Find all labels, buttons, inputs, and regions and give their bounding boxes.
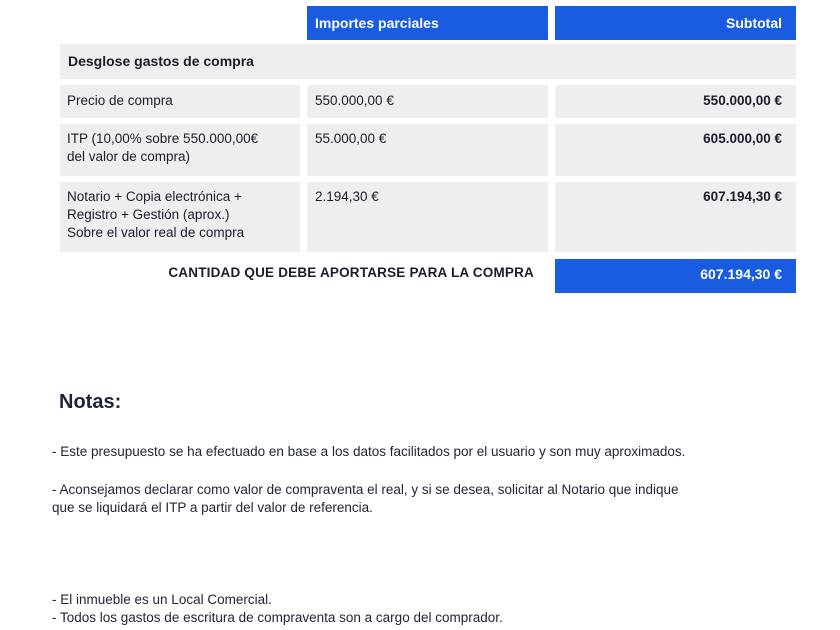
note-line: - El inmueble es un Local Comercial.	[52, 592, 272, 607]
row-subtotal: 550.000,00 €	[555, 85, 796, 118]
note-line: que se liquidará el ITP a partir del valor de referencia.	[52, 500, 373, 515]
note-item	[52, 609, 822, 627]
row-concept-line: Precio de compra	[67, 93, 173, 108]
total-value: 607.194,30 €	[555, 259, 796, 293]
note-line: - Todos los gastos de escritura de compraventa son a cargo del comprador.	[52, 610, 503, 625]
note-line: - Este presupuesto se ha efectuado en base a los datos facilitados por el usuario y son muy aproximados.	[52, 444, 686, 459]
row-concept-line: del valor de compra)	[67, 149, 191, 164]
row-concept-line: Registro + Gestión (aprox.)	[67, 207, 230, 222]
row-concept-cell	[60, 182, 300, 252]
note-item	[52, 591, 822, 609]
row-partial-amount: 2.194,30 €	[307, 182, 548, 252]
row-concept-cell	[60, 85, 300, 118]
total-label: CANTIDAD QUE DEBE APORTARSE PARA LA COMPRA	[168, 265, 534, 280]
row-subtotal: 605.000,00 €	[555, 124, 796, 176]
row-concept-line: ITP (10,00% sobre 550.000,00€	[67, 131, 259, 146]
header-subtotal: Subtotal	[555, 6, 796, 40]
note-item	[52, 443, 822, 461]
row-subtotal: 607.194,30 €	[555, 182, 796, 252]
row-partial-amount: 55.000,00 €	[307, 124, 548, 176]
row-concept-cell	[60, 124, 300, 176]
section-title: Desglose gastos de compra	[60, 44, 796, 79]
note-item	[52, 481, 822, 517]
row-concept-line: Notario + Copia electrónica +	[67, 189, 242, 204]
row-concept-line: Sobre el valor real de compra	[67, 225, 245, 240]
note-line: - Aconsejamos declarar como valor de compraventa el real, y si se desea, solicitar al Notario que indique	[52, 482, 679, 497]
notes-title: Notas:	[59, 391, 122, 413]
row-partial-amount: 550.000,00 €	[307, 85, 548, 118]
header-partial-amounts: Importes parciales	[307, 6, 548, 40]
